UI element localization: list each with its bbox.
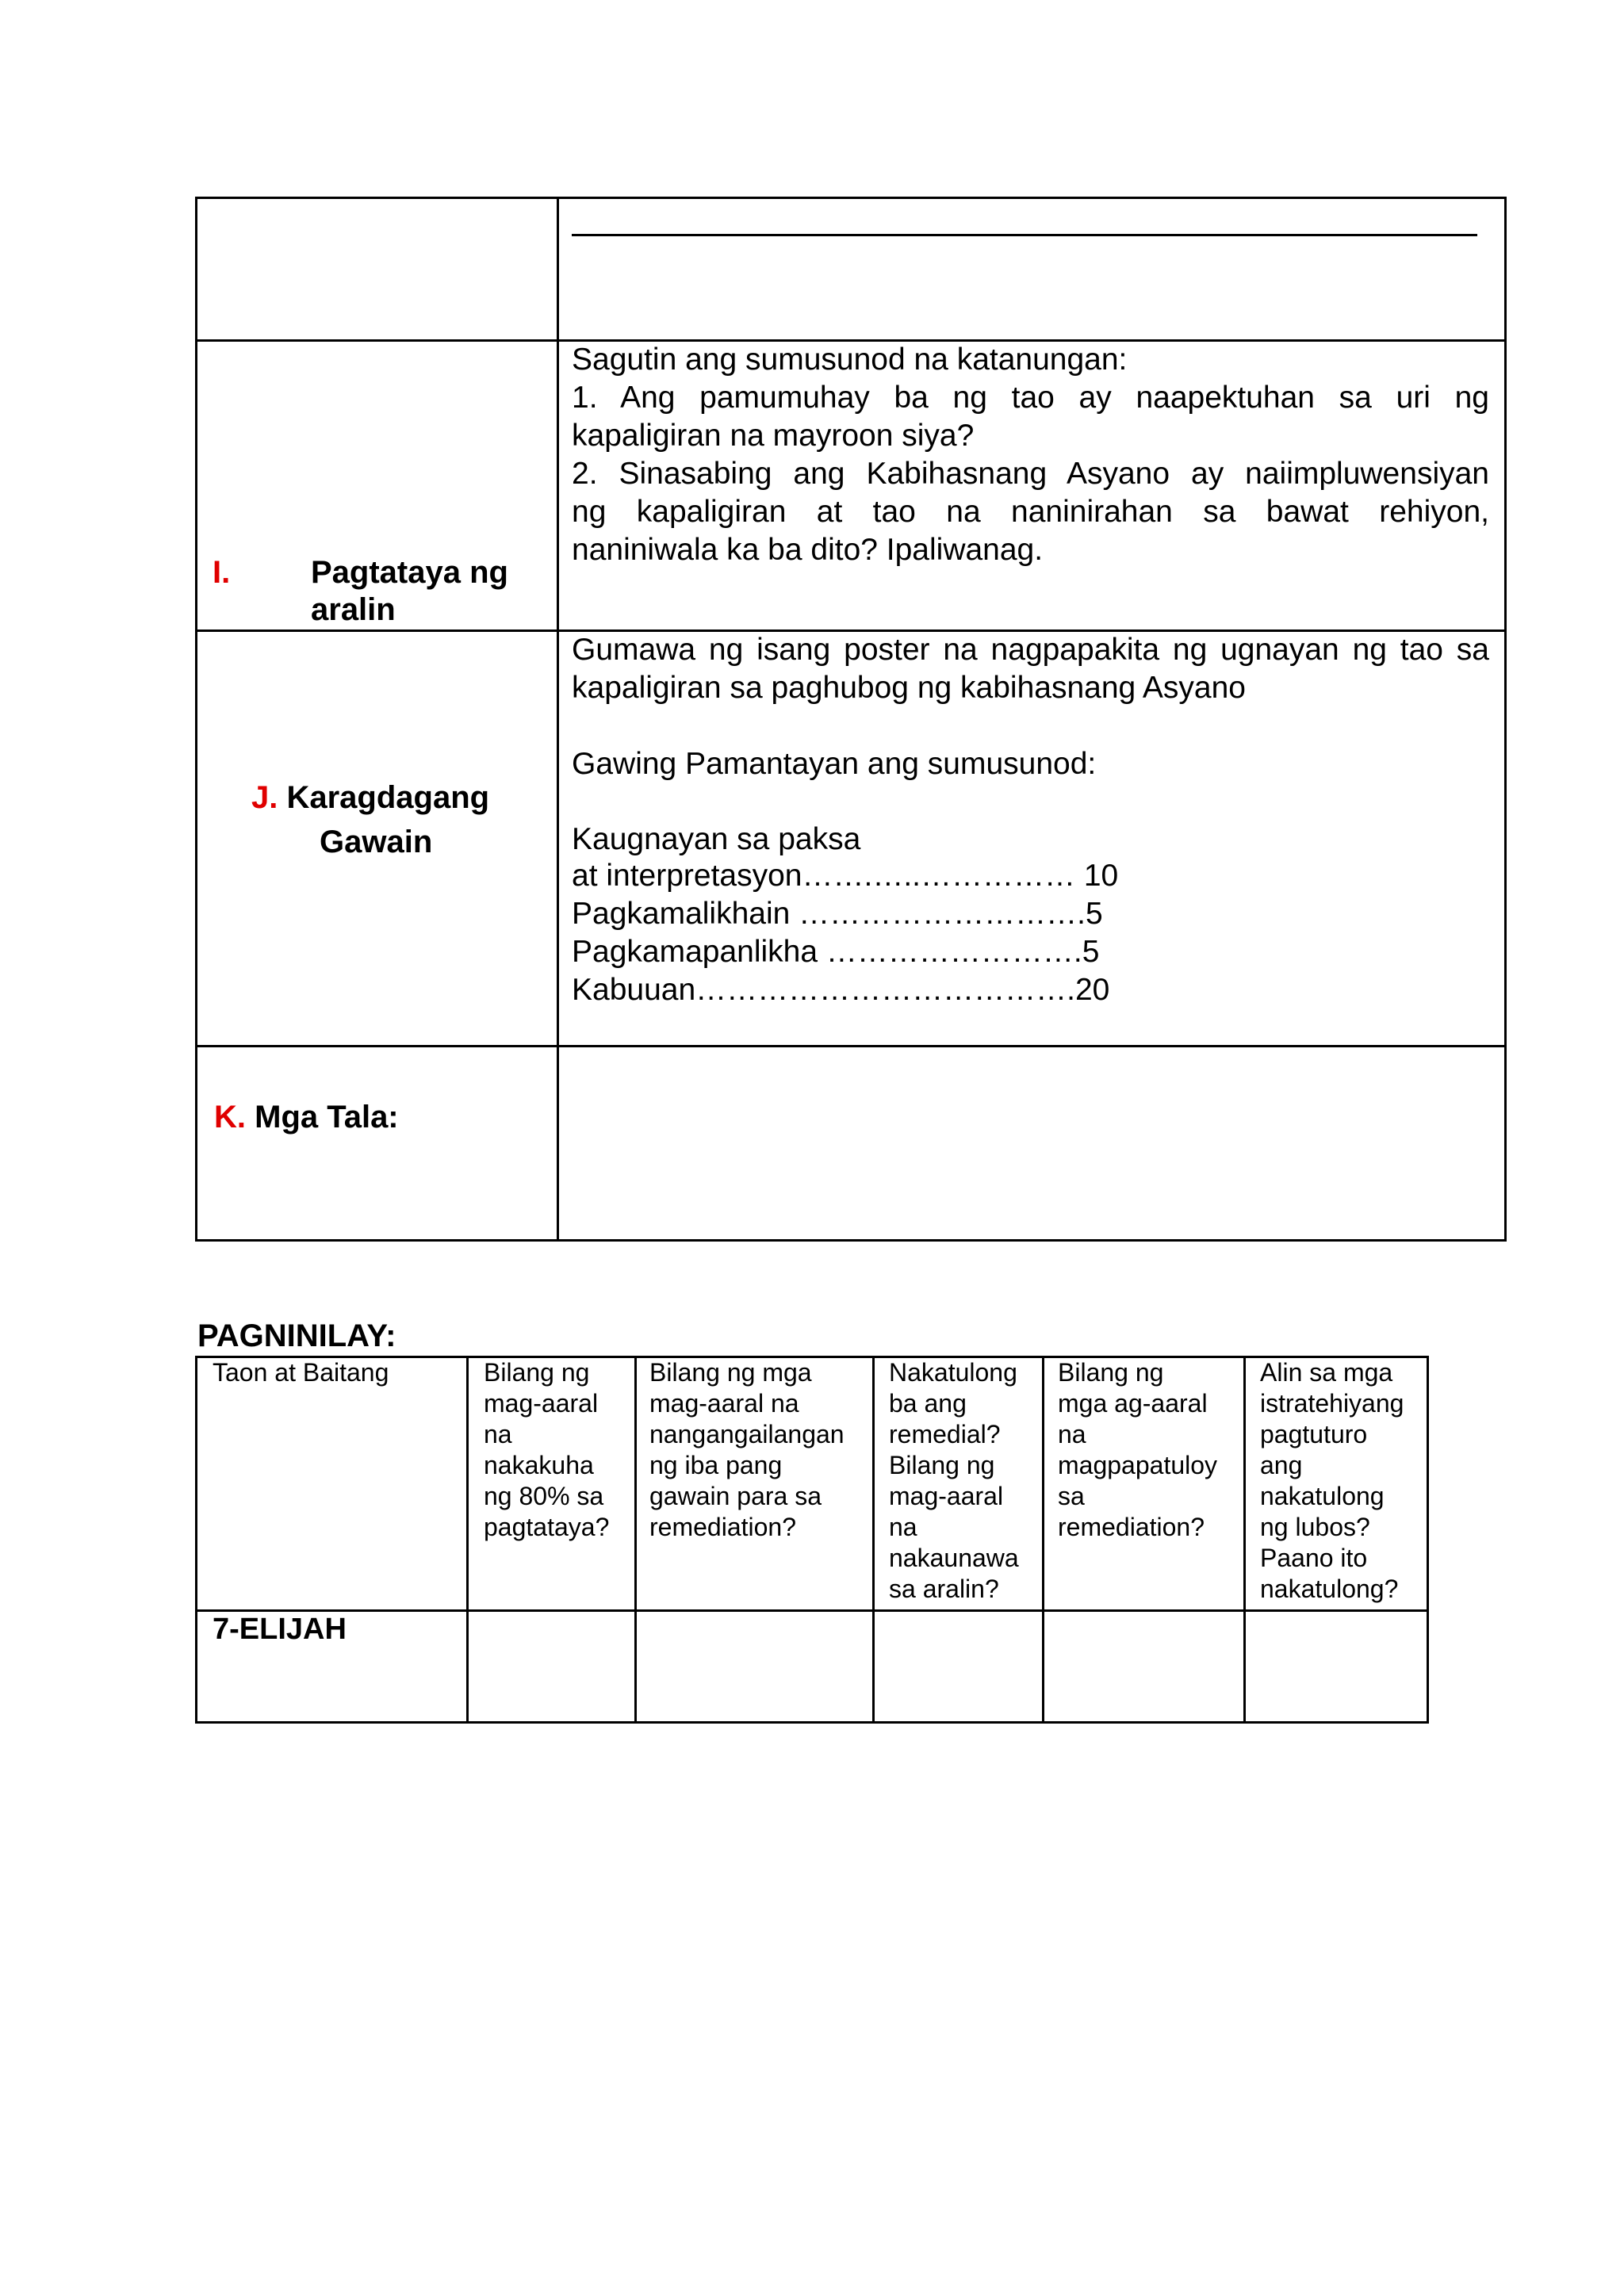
row-j-total: Kabuuan……………………………….20 (572, 973, 1110, 1007)
reflection-header-strategies: Alin sa mga istratehiyang pagtuturo ang nakatulong ng lubos? Paano ito nakatulong? (1260, 1358, 1404, 1603)
reflection-header-passed-count: Bilang ng mag-aaral na nakakuha ng 80% sa pagtataya? (484, 1358, 610, 1541)
row-k-text: Mga Tala: (255, 1100, 399, 1135)
row-j-task-line1: Gumawa ng isang poster na nagpapakita ng ugnayan ng tao sa (572, 633, 1489, 667)
reflection-col-divider (466, 1358, 469, 1721)
row-j-crit1-line2: at interpretasyon…….…..…………… 10 (572, 859, 1119, 893)
row-i-q2-line3: naniniwala ka ba dito? Ipaliwanag. (572, 533, 1044, 567)
row-divider (197, 1045, 1504, 1047)
row-i-heading: Sagutin ang sumusunod na katanungan: (572, 342, 1128, 377)
reflection-header-remedial-helped: Nakatulong ba ang remedial? Bilang ng mag-aaral na nakaunawa sa aralin? (889, 1358, 1019, 1603)
row-j-task-line2: kapaligiran sa paghubog ng kabihasnang Asyano (572, 671, 1247, 705)
row-i-q2-line1: 2. Sinasabing ang Kabihasnang Asyano ay naiimpluwensiyan (572, 457, 1489, 491)
reflection-col-divider (872, 1358, 875, 1721)
row-j-crit1-line1: Kaugnayan sa paksa (572, 822, 861, 856)
reflection-col-divider (1042, 1358, 1044, 1721)
reflection-col-divider (634, 1358, 637, 1721)
answer-blank-line (572, 234, 1477, 236)
row-j-crit3: Pagkamapanlikha …………………….5 (572, 935, 1100, 969)
row-j-label (251, 778, 489, 817)
reflection-header-year-grade: Taon at Baitang (213, 1358, 389, 1387)
row-i-label-line1: Pagtataya ng (311, 555, 508, 590)
row-i-q1-line2: kapaligiran na mayroon siya? (572, 419, 975, 453)
row-j-letter: J. (251, 780, 278, 815)
row-i-q2-line2: ng kapaligiran at tao na naninirahan sa bawat rehiyon, (572, 495, 1489, 529)
row-j-label-line2: Gawain (320, 825, 433, 859)
reflection-row-section: 7-ELIJAH (213, 1613, 347, 1646)
row-j-crit2: Pagkamalikhain ……………………….5 (572, 897, 1103, 931)
row-k-letter: K. (214, 1100, 246, 1135)
row-i-letter: I. (213, 555, 231, 590)
row-j-criteria-heading: Gawing Pamantayan ang sumusunod: (572, 747, 1097, 781)
row-i-q1-line1: 1. Ang pamumuhay ba ng tao ay naapektuhan sa uri ng (572, 381, 1489, 415)
reflection-header-needs-remediation: Bilang ng mga mag-aaral na nangangailangan ng iba pang gawain para sa remediation? (649, 1358, 845, 1541)
reflection-col-divider (1243, 1358, 1246, 1721)
row-i-label-line2: aralin (311, 592, 396, 627)
row-k-label (214, 1097, 399, 1137)
reflection-header-continue-remediation: Bilang ng mga ag-aaral na magpapatuloy sa remediation? (1058, 1358, 1218, 1541)
row-j-label-line1: Karagdagang (286, 780, 490, 815)
column-divider (557, 199, 559, 1239)
reflection-title: PAGNINILAY: (197, 1318, 396, 1353)
reflection-row-divider (197, 1609, 1427, 1612)
